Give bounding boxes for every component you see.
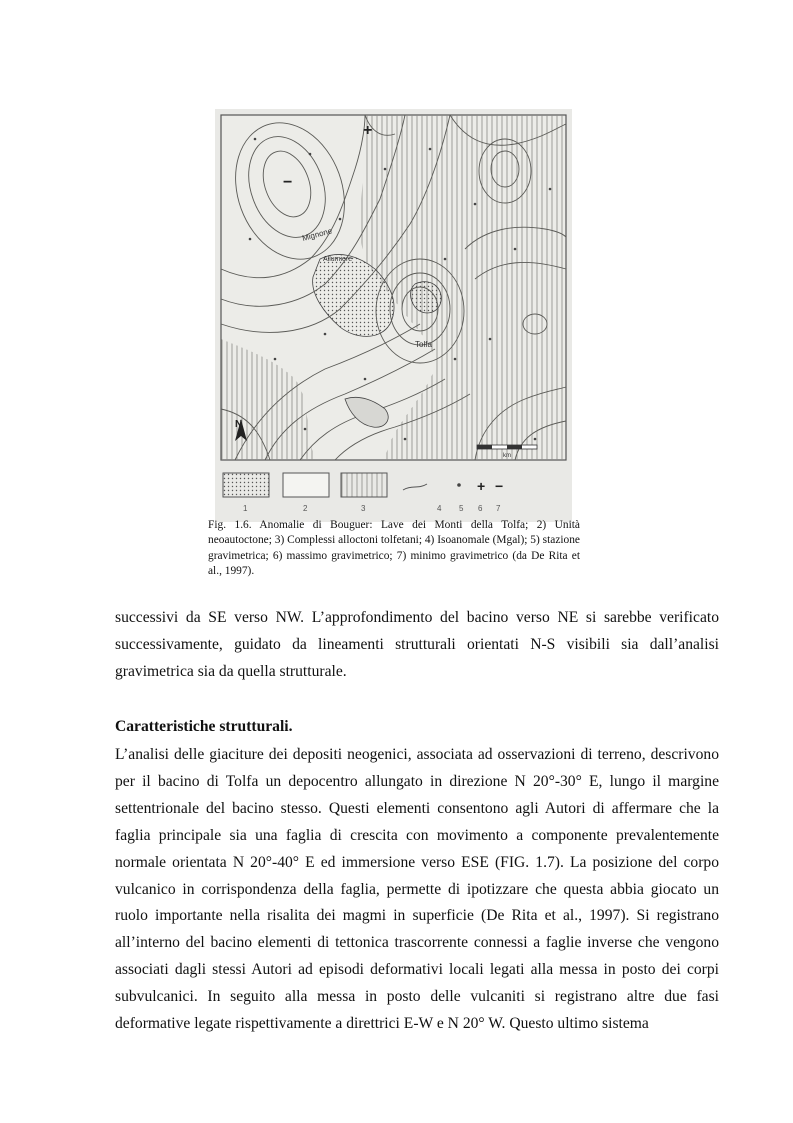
section-heading: Caratteristiche strutturali. xyxy=(115,718,293,735)
north-label: N xyxy=(235,419,243,430)
paragraph-1-text: successivi da SE verso NW. L’approfondimento del bacino verso NE si sarebbe verificato successivamente, guidato da lineamenti strutturali orientati N-S visibili sia dall’analisi gravimetrica sia da quella strutturale. xyxy=(115,609,719,680)
map-legend xyxy=(223,473,503,513)
legend-symbol-isoline xyxy=(403,484,427,490)
legend-symbol-maximum: + xyxy=(477,478,486,494)
figure-caption-text: Fig. 1.6. Anomalie di Bouguer: Lave dei Monti della Tolfa; 2) Unità neoautoctone; 3) Complessi alloctoni tolfetani; 4) Isoanomale (Mgal); 5) stazione gravimetrica; 6) massimo gravimetrico; 7) minimo gravimetrico (da De Rita et al., 1997). xyxy=(208,519,580,578)
place-label-tolfa: Tolfa xyxy=(415,340,432,349)
paragraph-2-text: L’analisi delle giaciture dei depositi neogenici, associata ad osservazioni di terreno, descrivono per il bacino di Tolfa un depocentro allungato in direzione N 20°-30° E, lungo il margine settentrionale del bacino stesso. Questi elementi consentono agli Autori di affermare che la faglia principale sia una faglia di crescita con movimento a componente prevalentemente normale orientata N 20°-40° E ed immersione verso ESE (FIG. 1.7). La posizione del corpo vulcanico in corrispondenza della faglia, permette di ipotizzare che questa abbia giocato un ruolo importante nella risalita dei magmi in superficie (De Rita et al., 1997). Si registrano all’interno del bacino elementi di tettonica trascorrente connessi a faglie inverse che vengono associati dagli stessi Autori ad episodi deformativi locali legati alla messa in posto dei corpi subvulcanici. In seguito alla messa in posto delle vulcaniti si registrano altre due fasi deformative legate rispettivamente a direttrici E-W e N 20° W. Questo ultimo sistema xyxy=(115,746,719,1033)
legend-symbol-minimum: − xyxy=(495,478,504,494)
legend-number-4: 4 xyxy=(437,504,442,513)
scale-unit-label: km xyxy=(503,453,511,459)
gravimetric-map-figure xyxy=(215,109,572,522)
body-paragraph-2 xyxy=(115,742,719,1038)
body-paragraph-1 xyxy=(115,605,719,686)
legend-number-5: 5 xyxy=(459,504,464,513)
gravimetric-minimum-sign: − xyxy=(283,174,293,191)
place-label-mignone: Mignone xyxy=(301,226,334,243)
legend-symbol-station xyxy=(457,483,461,487)
legend-number-2: 2 xyxy=(303,504,308,513)
figure-caption xyxy=(208,518,580,580)
legend-number-3: 3 xyxy=(361,504,366,513)
legend-symbol-lava xyxy=(223,473,269,497)
place-label-allumiere: Allumiere xyxy=(323,256,353,263)
legend-number-1: 1 xyxy=(243,504,248,513)
legend-number-6: 6 xyxy=(478,504,483,513)
gravimetric-maximum-sign: + xyxy=(363,122,373,139)
bouguer-anomaly-map xyxy=(215,109,572,522)
legend-symbol-allochthonous xyxy=(341,473,387,497)
legend-symbol-neoautochthonous xyxy=(283,473,329,497)
legend-number-7: 7 xyxy=(496,504,501,513)
